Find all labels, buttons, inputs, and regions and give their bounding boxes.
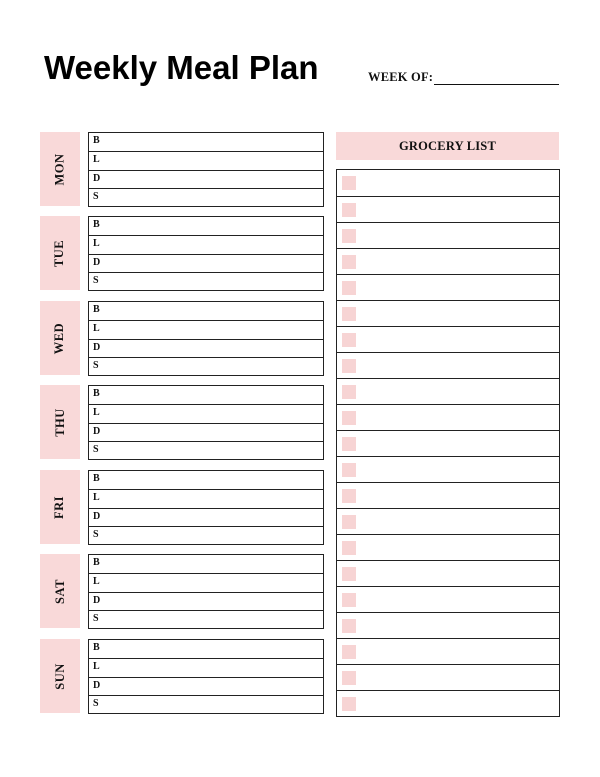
meal-row[interactable] xyxy=(89,339,323,357)
meal-letter: D xyxy=(93,679,101,691)
meal-letter: L xyxy=(93,154,100,166)
grocery-row[interactable] xyxy=(337,404,559,430)
grocery-checkbox[interactable] xyxy=(342,437,356,451)
meal-letter: B xyxy=(93,219,100,230)
meal-letter: D xyxy=(93,172,101,184)
meal-box-fri xyxy=(88,470,324,545)
grocery-checkbox[interactable] xyxy=(342,333,356,347)
meal-row[interactable] xyxy=(89,640,323,658)
grocery-checkbox[interactable] xyxy=(342,567,356,581)
grocery-checkbox[interactable] xyxy=(342,463,356,477)
meal-row[interactable] xyxy=(89,508,323,526)
grocery-row[interactable] xyxy=(337,456,559,482)
grocery-row[interactable] xyxy=(337,248,559,274)
meal-row[interactable] xyxy=(89,441,323,459)
meal-row[interactable] xyxy=(89,489,323,507)
grocery-row[interactable] xyxy=(337,196,559,222)
meal-letter: S xyxy=(93,443,99,455)
grocery-checkbox[interactable] xyxy=(342,385,356,399)
grocery-checkbox[interactable] xyxy=(342,541,356,555)
meal-row[interactable] xyxy=(89,386,323,404)
meal-row[interactable] xyxy=(89,320,323,338)
grocery-row[interactable] xyxy=(337,612,559,638)
meal-letter: B xyxy=(93,642,100,653)
meal-row[interactable] xyxy=(89,555,323,573)
grocery-row[interactable] xyxy=(337,560,559,586)
week-of-field[interactable] xyxy=(434,84,559,85)
meal-box-sun xyxy=(88,639,324,714)
grocery-row[interactable] xyxy=(337,222,559,248)
meal-letter: B xyxy=(93,557,100,568)
day-name: WED xyxy=(52,322,67,354)
meal-letter: L xyxy=(93,323,100,335)
grocery-checkbox[interactable] xyxy=(342,203,356,217)
meal-row[interactable] xyxy=(89,217,323,235)
meal-row[interactable] xyxy=(89,695,323,713)
meal-letter: S xyxy=(93,274,99,286)
meal-letter: D xyxy=(93,341,101,353)
day-label-fri xyxy=(40,470,80,544)
grocery-row[interactable] xyxy=(337,352,559,378)
meal-row[interactable] xyxy=(89,170,323,188)
grocery-checkbox[interactable] xyxy=(342,411,356,425)
meal-letter: B xyxy=(93,135,100,146)
grocery-checkbox[interactable] xyxy=(342,176,356,190)
meal-row[interactable] xyxy=(89,658,323,676)
day-label-thu xyxy=(40,385,80,459)
grocery-row[interactable] xyxy=(337,690,559,716)
meal-letter: S xyxy=(93,697,99,709)
grocery-row[interactable] xyxy=(337,664,559,690)
day-label-sat xyxy=(40,554,80,628)
meal-row[interactable] xyxy=(89,254,323,272)
meal-row[interactable] xyxy=(89,423,323,441)
meal-letter: L xyxy=(93,238,100,250)
meal-letter: D xyxy=(93,510,101,522)
meal-letter: S xyxy=(93,612,99,624)
meal-letter: S xyxy=(93,528,99,540)
meal-box-tue xyxy=(88,216,324,291)
day-name: THU xyxy=(52,407,67,437)
grocery-checkbox[interactable] xyxy=(342,229,356,243)
grocery-checkbox[interactable] xyxy=(342,593,356,607)
page-title: Weekly Meal Plan xyxy=(44,49,319,86)
meal-letter: D xyxy=(93,256,101,268)
meal-row[interactable] xyxy=(89,526,323,544)
day-name: MON xyxy=(52,152,67,186)
grocery-checkbox[interactable] xyxy=(342,645,356,659)
day-name: SUN xyxy=(52,662,67,690)
day-label-mon xyxy=(40,132,80,206)
grocery-row[interactable] xyxy=(337,586,559,612)
meal-row[interactable] xyxy=(89,235,323,253)
grocery-row[interactable] xyxy=(337,508,559,534)
week-of-label: WEEK OF: xyxy=(368,70,434,84)
meal-box-thu xyxy=(88,385,324,460)
meal-letter: B xyxy=(93,304,100,315)
grocery-checkbox[interactable] xyxy=(342,359,356,373)
meal-row[interactable] xyxy=(89,133,323,151)
grocery-row[interactable] xyxy=(337,638,559,664)
meal-row[interactable] xyxy=(89,151,323,169)
meal-letter: D xyxy=(93,594,101,606)
grocery-checkbox[interactable] xyxy=(342,255,356,269)
day-label-wed xyxy=(40,301,80,375)
meal-row[interactable] xyxy=(89,592,323,610)
meal-row[interactable] xyxy=(89,404,323,422)
meal-box-sat xyxy=(88,554,324,629)
meal-letter: B xyxy=(93,388,100,399)
day-name: FRI xyxy=(52,495,67,519)
day-name: SAT xyxy=(52,578,67,604)
meal-letter: S xyxy=(93,359,99,371)
grocery-checkbox[interactable] xyxy=(342,307,356,321)
grocery-row[interactable] xyxy=(337,274,559,300)
meal-letter: L xyxy=(93,576,100,588)
day-label-sun xyxy=(40,639,80,713)
day-label-tue xyxy=(40,216,80,290)
meal-row[interactable] xyxy=(89,272,323,290)
grocery-row[interactable] xyxy=(337,326,559,352)
meal-box-wed xyxy=(88,301,324,376)
grocery-row[interactable] xyxy=(337,300,559,326)
meal-row[interactable] xyxy=(89,471,323,489)
day-name: TUE xyxy=(52,239,67,267)
meal-letter: S xyxy=(93,190,99,202)
grocery-row[interactable] xyxy=(337,170,559,196)
meal-letter: L xyxy=(93,492,100,504)
meal-letter: B xyxy=(93,473,100,484)
grocery-row[interactable] xyxy=(337,378,559,404)
grocery-checkbox[interactable] xyxy=(342,515,356,529)
meal-row[interactable] xyxy=(89,610,323,628)
meal-letter: L xyxy=(93,407,100,419)
grocery-checkbox[interactable] xyxy=(342,281,356,295)
meal-row[interactable] xyxy=(89,357,323,375)
meal-row[interactable] xyxy=(89,677,323,695)
grocery-list xyxy=(336,169,560,717)
grocery-checkbox[interactable] xyxy=(342,619,356,633)
grocery-list-header: GROCERY LIST xyxy=(336,132,559,160)
meal-letter: L xyxy=(93,661,100,673)
grocery-checkbox[interactable] xyxy=(342,671,356,685)
grocery-checkbox[interactable] xyxy=(342,697,356,711)
grocery-row[interactable] xyxy=(337,430,559,456)
meal-row[interactable] xyxy=(89,302,323,320)
grocery-row[interactable] xyxy=(337,482,559,508)
meal-letter: D xyxy=(93,425,101,437)
grocery-checkbox[interactable] xyxy=(342,489,356,503)
meal-box-mon xyxy=(88,132,324,207)
meal-row[interactable] xyxy=(89,188,323,206)
grocery-row[interactable] xyxy=(337,534,559,560)
meal-row[interactable] xyxy=(89,573,323,591)
